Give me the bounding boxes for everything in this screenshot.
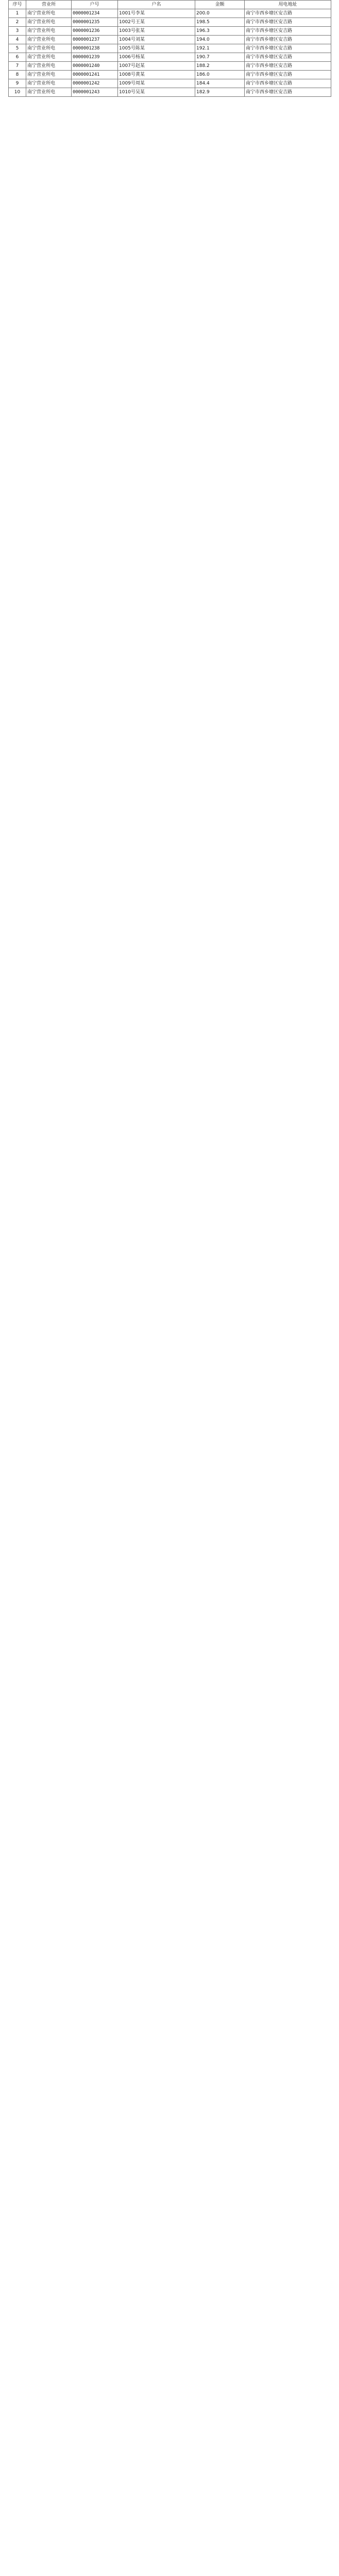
table-row	[9, 27, 331, 36]
header-no: 序号	[9, 1, 26, 9]
cell-address: 南宁市西乡塘区安吉路	[245, 36, 331, 44]
cell-unit: 南宁营业所电	[26, 88, 72, 97]
cell-amount: 186.0	[195, 71, 245, 79]
header-unit: 营业所	[26, 1, 72, 9]
cell-account: 0000001236	[72, 27, 118, 36]
cell-unit: 南宁营业所电	[26, 62, 72, 71]
cell-account: 0000001237	[72, 36, 118, 44]
cell-no: 5	[9, 44, 26, 53]
cell-address: 南宁市西乡塘区安吉路	[245, 18, 331, 27]
cell-no: 8	[9, 71, 26, 79]
table-row	[9, 44, 331, 53]
cell-no: 9	[9, 79, 26, 88]
cell-unit: 南宁营业所电	[26, 9, 72, 18]
cell-address: 南宁市西乡塘区安吉路	[245, 27, 331, 36]
cell-unit: 南宁营业所电	[26, 71, 72, 79]
cell-unit: 南宁营业所电	[26, 44, 72, 53]
table-row	[9, 88, 331, 97]
cell-name: 1002号王某	[118, 18, 195, 27]
cell-no: 1	[9, 9, 26, 18]
table-row	[9, 53, 331, 62]
cell-amount: 196.3	[195, 27, 245, 36]
cell-name: 1009号周某	[118, 79, 195, 88]
cell-name: 1001号李某	[118, 9, 195, 18]
cell-no: 6	[9, 53, 26, 62]
cell-address: 南宁市西乡塘区安吉路	[245, 9, 331, 18]
cell-amount: 190.7	[195, 53, 245, 62]
header-amount: 金额	[195, 1, 245, 9]
cell-address: 南宁市西乡塘区安吉路	[245, 88, 331, 97]
cell-no: 7	[9, 62, 26, 71]
cell-no: 10	[9, 88, 26, 97]
cell-amount: 194.0	[195, 36, 245, 44]
table-row	[9, 36, 331, 44]
cell-unit: 南宁营业所电	[26, 79, 72, 88]
header-account: 户号	[72, 1, 118, 9]
cell-address: 南宁市西乡塘区安吉路	[245, 44, 331, 53]
cell-name: 1005号陈某	[118, 44, 195, 53]
cell-name: 1010号吴某	[118, 88, 195, 97]
cell-no: 2	[9, 18, 26, 27]
table-row	[9, 79, 331, 88]
cell-address: 南宁市西乡塘区安吉路	[245, 71, 331, 79]
cell-name: 1004号刘某	[118, 36, 195, 44]
cell-unit: 南宁营业所电	[26, 53, 72, 62]
header-address: 用电地址	[245, 1, 331, 9]
cell-no: 3	[9, 27, 26, 36]
header-name: 户名	[118, 1, 195, 9]
cell-name: 1003号张某	[118, 27, 195, 36]
cell-account: 0000001240	[72, 62, 118, 71]
cell-unit: 南宁营业所电	[26, 36, 72, 44]
header-row	[9, 1, 331, 9]
table-row	[9, 62, 331, 71]
cell-amount: 200.0	[195, 9, 245, 18]
cell-amount: 198.5	[195, 18, 245, 27]
cell-address: 南宁市西乡塘区安吉路	[245, 62, 331, 71]
cell-account: 0000001243	[72, 88, 118, 97]
cell-account: 0000001235	[72, 18, 118, 27]
table-row	[9, 71, 331, 79]
table-body	[9, 9, 331, 97]
cell-amount: 192.1	[195, 44, 245, 53]
cell-address: 南宁市西乡塘区安吉路	[245, 79, 331, 88]
cell-name: 1006号杨某	[118, 53, 195, 62]
cell-unit: 南宁营业所电	[26, 18, 72, 27]
cell-name: 1007号赵某	[118, 62, 195, 71]
cell-account: 0000001239	[72, 53, 118, 62]
table-row	[9, 9, 331, 18]
cell-account: 0000001241	[72, 71, 118, 79]
cell-no: 4	[9, 36, 26, 44]
cell-amount: 182.9	[195, 88, 245, 97]
cell-amount: 184.4	[195, 79, 245, 88]
cell-account: 0000001238	[72, 44, 118, 53]
data-sheet	[8, 0, 331, 97]
cell-account: 0000001242	[72, 79, 118, 88]
table-row	[9, 18, 331, 27]
cell-unit: 南宁营业所电	[26, 27, 72, 36]
cell-address: 南宁市西乡塘区安吉路	[245, 53, 331, 62]
cell-name: 1008号黄某	[118, 71, 195, 79]
billing-table	[8, 0, 331, 97]
cell-amount: 188.2	[195, 62, 245, 71]
cell-account: 0000001234	[72, 9, 118, 18]
